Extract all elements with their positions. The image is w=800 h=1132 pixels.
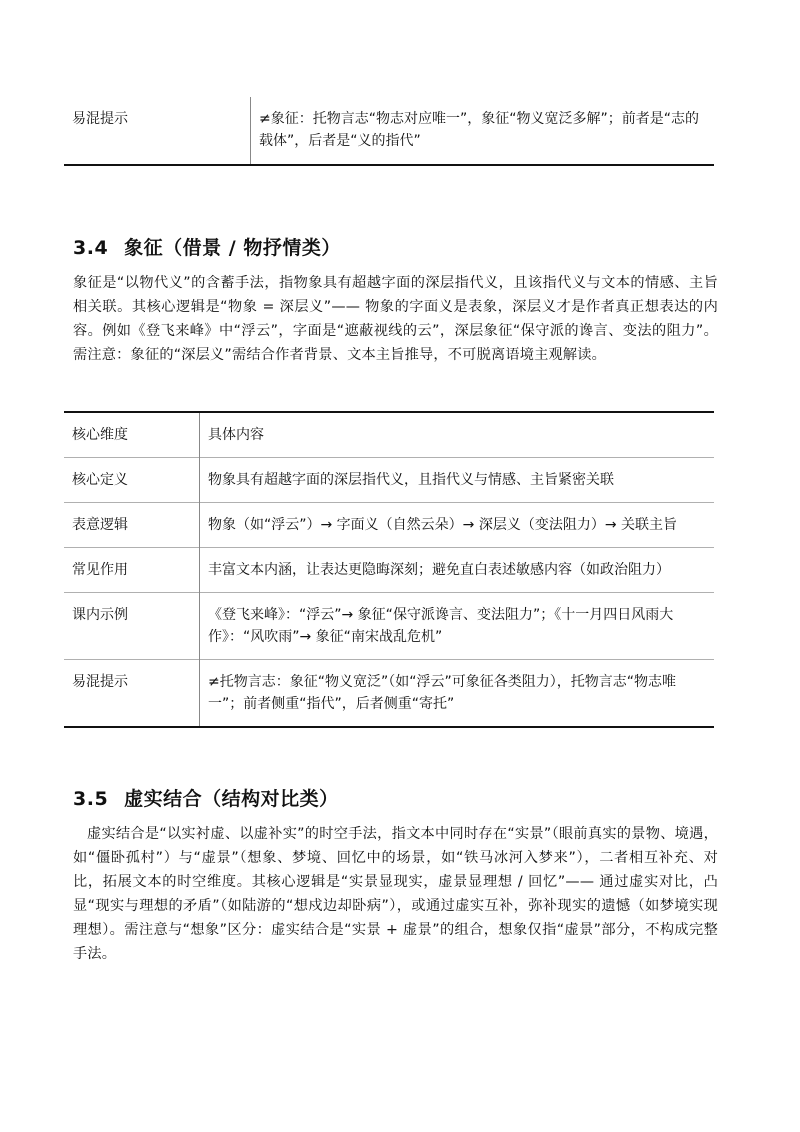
section-heading-3-5 [73, 787, 339, 811]
table-cell-key: 核心定义 [64, 458, 200, 503]
comparison-table-continued [64, 97, 714, 166]
table-cell-key: 常见作用 [64, 548, 200, 593]
table-row [64, 503, 714, 548]
table-row [64, 458, 714, 503]
table-header-key: 核心维度 [64, 412, 200, 458]
table-row [64, 412, 714, 458]
section-3-5-paragraph: 虚实结合是“以实衬虚、以虚补实”的时空手法，指文本中同时存在“实景”（眼前真实的景物、境遇，如“僵卧孤村”）与“虚景”（想象、梦境、回忆中的场景，如“铁马冰河入梦来”），二者相互补充、对比，拓展文本的时空维度。其核心逻辑是“实景显现实，虚景显理想 / 回忆”—— 通过虚实对比，凸显“现实与理想的矛盾”（如陆游的“想戍边却卧病”），或通过虚实互补，弥补现实的遗憾（如梦境实现理想）。需注意与“想象”区分：虚实结合是“实景 + 虚景”的组合，想象仅指“虚景”部分，不构成完整手法。 [73, 826, 718, 962]
table-row [64, 593, 714, 660]
table-row [64, 660, 714, 728]
section-3-4-paragraph: 象征是“以物代义”的含蓄手法，指物象具有超越字面的深层指代义，且该指代义与文本的情感、主旨相关联。其核心逻辑是“物象 = 深层义”—— 物象的字面义是表象，深层义才是作者真正想表达的内容。例如《登飞来峰》中“浮云”，字面是“遮蔽视线的云”，深层象征“保守派的谗言、变法的阻力”。需注意：象征的“深层义”需结合作者背景、文本主旨推导，不可脱离语境主观解读。 [73, 275, 718, 363]
table-cell-key: 易混提示 [64, 97, 251, 165]
table-row [64, 548, 714, 593]
table-cell-value: 丰富文本内涵，让表达更隐晦深刻；避免直白表述敏感内容（如政治阻力） [200, 548, 715, 593]
symbolism-table [64, 411, 714, 728]
table-cell-key: 易混提示 [64, 660, 200, 728]
section-heading-3-4 [73, 236, 341, 260]
table-cell-value: ≠托物言志：象征“物义宽泛”（如“浮云”可象征各类阻力），托物言志“物志唯一”；前者侧重“指代”，后者侧重“寄托” [200, 660, 715, 728]
table-cell-value: 《登飞来峰》：“浮云”→ 象征“保守派谗言、变法阻力”；《十一月四日风雨大作》：“风吹雨”→ 象征“南宋战乱危机” [200, 593, 715, 660]
section-title: 虚实结合（结构对比类） [124, 788, 339, 810]
table-header-value: 具体内容 [208, 427, 264, 443]
table-cell-key: 表意逻辑 [64, 503, 200, 548]
table-cell-value: 物象（如“浮云”）→ 字面义（自然云朵）→ 深层义（变法阻力）→ 关联主旨 [200, 503, 715, 548]
table-row [64, 97, 714, 165]
section-number: 3.4 [73, 237, 109, 259]
table-cell-value: ≠象征：托物言志“物志对应唯一”，象征“物义宽泛多解”；前者是“志的载体”，后者是“义的指代” [259, 111, 699, 149]
table-cell-key: 课内示例 [64, 593, 200, 660]
table-cell-value: 物象具有超越字面的深层指代义，且指代义与情感、主旨紧密关联 [200, 458, 715, 503]
section-title: 象征（借景 / 物抒情类） [124, 237, 341, 259]
section-number: 3.5 [73, 788, 109, 810]
